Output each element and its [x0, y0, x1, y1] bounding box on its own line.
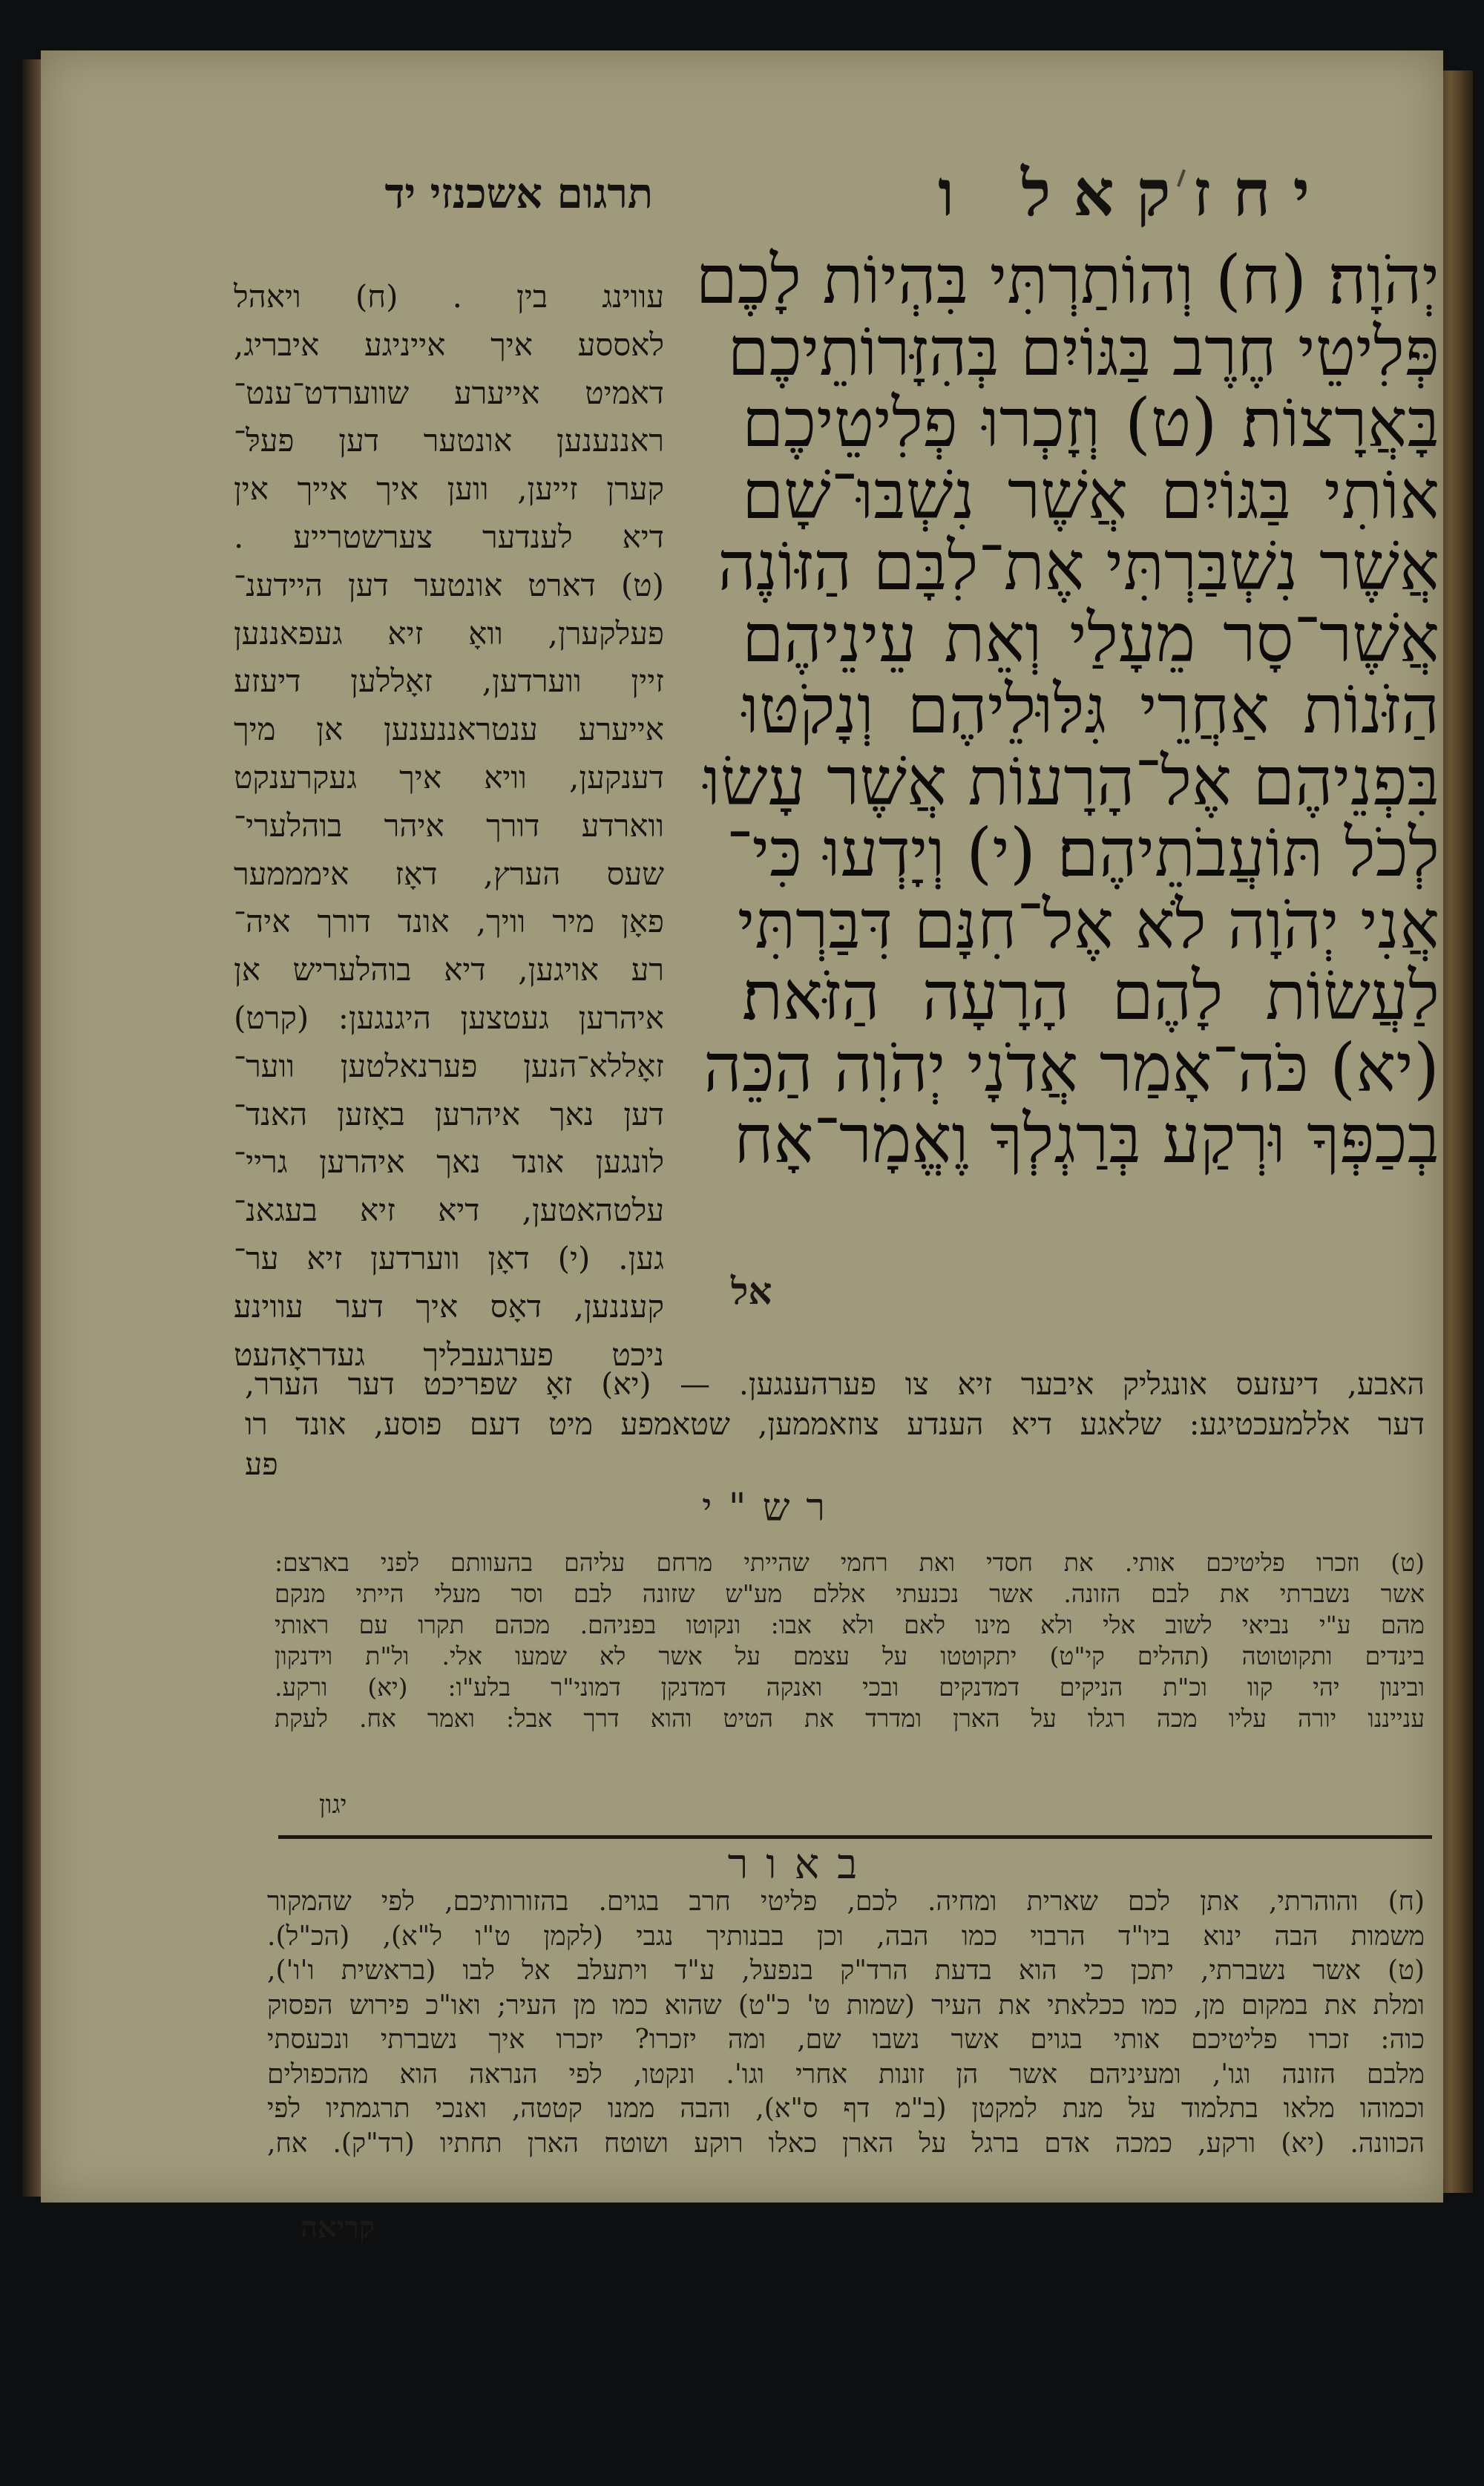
yiddish-line: ניכט פערגעבליך געדראָהעט	[234, 1336, 664, 1373]
yiddish-line: (ט) דארט אונטער דען היידענ־	[234, 566, 664, 603]
yiddish-line: ראננענען אונטער דען פעלּ־	[234, 422, 664, 459]
yiddish-line: קערן זייען, ווען איך אייך אין	[234, 470, 664, 508]
yiddish-line: קעננען, דאָס איך דער עווינע	[234, 1288, 664, 1325]
yiddish-line: לונגען אונד נאך איהרען גריי־	[234, 1144, 664, 1181]
rashi-line: מהם ע"י נביאי לשוב אלי ולא מינו לאם ולא אבו: ונקוטו בפניהם. מכהם תקרו עם ראותי	[275, 1610, 1425, 1639]
rashi-commentary	[275, 1547, 1425, 1734]
yiddish-wide-block	[245, 1364, 1425, 1484]
page-catchword: קריאה	[301, 2210, 375, 2245]
yiddish-line: פעלקערן, וואָ זיא געפאננען	[234, 614, 664, 652]
yiddish-column	[234, 273, 664, 1379]
yiddish-line: פאָן מיר וויך, אונד דורך איה־	[234, 903, 664, 940]
rashi-line: ובינון יהי קוו וכ"ת הניקים דמדנקים ובכי ואנקה דמדנקן דמוני"ר בלע"ו: (יא) ורקע.	[275, 1673, 1425, 1702]
biur-line: (ח) והוהרתי, אתן לכם שארית ומחיה. לכם, פליטי חרב בגוים. בהזורותיכם, לפי שהמקור	[267, 1886, 1425, 1917]
rashi-line: ענייננו יורה עליו מכה רגלו על הארן ומדרד את הטיט והוא דרך אבל: ואמר אח. לעקת	[275, 1704, 1425, 1733]
scripture-line: (יא) כֹּה־אָמַר אֲדֹנָי יְהֹוִה הַכֵּה	[703, 1029, 1439, 1107]
rashi-last-line: יגון	[319, 1790, 347, 1820]
yiddish-line: ווארדע דורך איהר בוהלערי־	[234, 807, 664, 844]
biur-line: ומלת את במקום מן, כמו ככלאתי את העיר (שמות ט' כ"ט) שהוא כמו מן העיר; ואו"כ פירוש הפסוק	[267, 1990, 1425, 2021]
scripture-line: בָּאֲרָצוֹת׃ (ט) וְזָכְרוּ פְלִיטֵיכֶם	[742, 384, 1439, 462]
yiddish-catchword: פע	[245, 1446, 278, 1482]
scripture-line: יְהֹוָה׃ (ח) וְהוֹתַרְתִּי בִּהְיוֹת לָכֶם	[695, 241, 1439, 319]
scripture-line: אוֹתִי בַּגּוֹיִם אֲשֶׁר נִשְׁבּוּ־שָׁם	[742, 456, 1439, 534]
yiddish-line: רע אויגען, דיא בוהלעריש אן	[234, 951, 664, 988]
yiddish-line: עווינג בין . (ח) ויאהל	[234, 278, 664, 315]
book-title: יחזקאל ו	[938, 156, 1332, 231]
scripture-line: אֲשֶׁר־סָר מֵעָלַי וְאֵת עֵינֵיהֶם	[742, 599, 1439, 678]
scripture-line: אֲשֶׁר נִשְׁבַּרְתִּי אֶת־לִבָּם הַזּוֹנֶה	[718, 528, 1439, 606]
yiddish-line: דענקען, וויא איך געקרענקט	[234, 758, 664, 796]
yiddish-line: אייערע ענטראננענען אן מיך	[234, 711, 664, 748]
scripture-line: אֲנִי יְהֹוָה לֹא אֶל־חִנָּם דִּבַּרְתִּי	[737, 885, 1439, 964]
rashi-line: (ט) וזכרו פליטיכם אותי. את חסדי ואת רחמי שהייתי מרחם עליהם בהעוותם לפני בארצם:	[275, 1548, 1425, 1577]
yiddish-line: לאססע איך אייניגע איבריג,	[234, 326, 664, 363]
yiddish-line: דיא לענדער צערשטרייע .	[234, 518, 664, 555]
yiddish-line: גען. (י) דאָן ווערדען זיא ער־	[234, 1239, 664, 1276]
yiddish-line: עלטהאטען, דיא זיא בעגאנ־	[234, 1192, 664, 1229]
rashi-heading: רש"י	[702, 1486, 841, 1530]
scripture-line: הַזֹּנוֹת אַחֲרֵי גִּלּוּלֵיהֶם וְנָקֹטּוּ	[742, 671, 1439, 749]
yiddish-line: דאמיט אייערע שווערדט־ענט־	[234, 374, 664, 411]
yiddish-line: שעס הערץ, דאָז אימממער	[234, 855, 664, 892]
yiddish-wide-line: דער אללמעכטיגע: שלאגע דיא הענדע צוזאממען, שטאמפע מיט דעם פוסע, אונד רו	[245, 1406, 1425, 1442]
biur-line: כוה: זכרו פליטיכם אותי בגוים אשר נשבו שם, ומה יזכרו? יזכרו איך נשברתי ונכעסתי	[267, 2024, 1425, 2055]
scripture-line: לַעֲשׂוֹת לָהֶם הָרָעָה הַזֹּאת׃	[742, 957, 1439, 1035]
section-divider	[278, 1835, 1432, 1839]
scripture-line: פְּלִיטֵי חֶרֶב בַּגּוֹיִם בְּהִזָּרוֹתֵיכֶם	[727, 312, 1439, 391]
rashi-line: בינדים ותקוטוטה (תהלים קי"ט) יתקוטטו על עצמם על אשר לא שמעו אלי. ול"ת וידנקון	[275, 1642, 1425, 1670]
yiddish-line: זאָללא־הנען פערנאלטען ווער־	[234, 1047, 664, 1084]
biur-line: משמות הבה ינוא ביו"ד הרבוי כמו הבה, וכן בבנותיך נגבי (לקמן ט"ו ל"א), (הכ"ל).	[267, 1921, 1425, 1952]
scripture-line: בִּפְנֵיהֶם אֶל־הָרָעוֹת אֲשֶׁר עָשׂוּ	[703, 742, 1439, 821]
yiddish-wide-line: האבע, דיעזעס אונגליק איבער זיא צו פערהענגען. — (יא) זאָ שפריכט דער הערר,	[245, 1366, 1425, 1402]
yiddish-line: איהרען געטצען היגנגען: (קרט)	[234, 999, 664, 1036]
biur-line: מלבם הזונה וגו', ומעיניהם אשר הן זונות אחרי וגו'. ונקטו, לפי הנראה הוא מהכפולים	[267, 2059, 1425, 2090]
biur-line: וכמוהו מלאו בתלמוד על מנת למקטן (ב"מ דף ס"א), והבה ממנו קטטה, ואנכי תרגמתיו לפי	[267, 2093, 1425, 2124]
translation-title: תרגום אשכנזי יד	[384, 169, 653, 218]
biur-commentary	[267, 1885, 1425, 2161]
scripture-line: בְכַפְּךָ וּרְקַע בְּרַגְלְךָ וֶאֱמָר־אָח	[734, 1101, 1439, 1178]
scripture-catchword: אל	[731, 1269, 772, 1313]
yiddish-line: זיין ווערדען, זאָללען דיעזע	[234, 663, 664, 700]
biur-line: הכוונה. (יא) ורקע, כמכה אדם ברגל על הארן כאלו רוקע ושוטח הארן תחתיו (רד"ק). אח,	[267, 2128, 1425, 2159]
scripture-column	[695, 241, 1439, 1178]
rashi-line: אשר נשברתי את לבם הזונה. אשר נכנעתי אללם מע"ש שזונה לבם וסר מעלי הייתי מנקם	[275, 1579, 1425, 1608]
scripture-line: לְכֹל תּוֹעֲבֹתֵיהֶם׃ (י) וְיָדְעוּ כִּי־	[726, 814, 1439, 892]
biur-line: (ט) אשר נשברתי, יתכן כי הוא בדעת הרד"ק בנפעל, ע"ד ויתעלב אל לבו (בראשית ו'ו'),	[267, 1955, 1425, 1986]
biur-heading: באור	[727, 1840, 876, 1889]
yiddish-line: דען נאך איהרען באָזען האנד־	[234, 1095, 664, 1132]
